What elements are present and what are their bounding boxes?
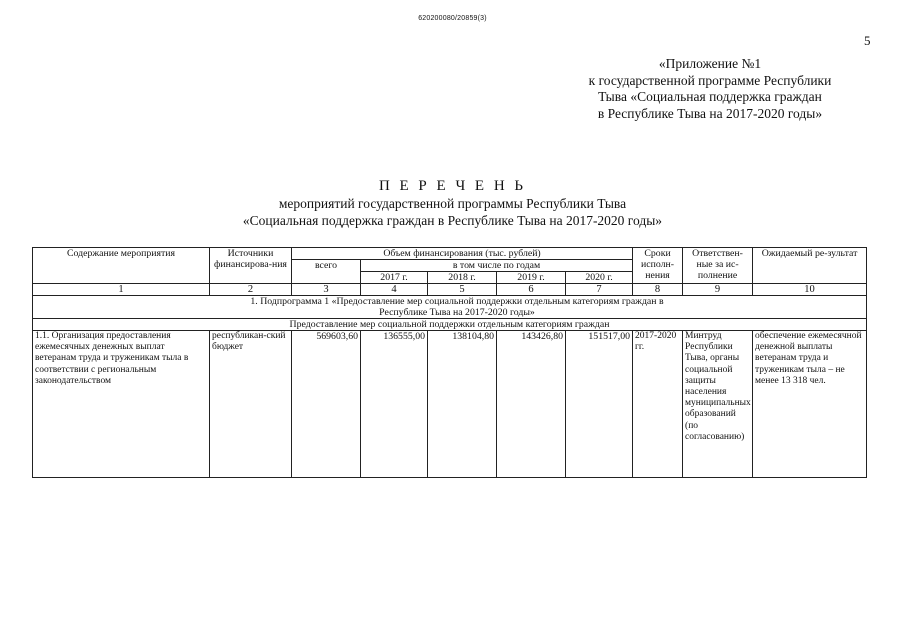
appendix-block — [560, 56, 860, 122]
row-terms: 2017-2020 гг. — [633, 331, 683, 478]
table-row — [33, 331, 867, 478]
header-responsible: Ответствен-ные за ис-полнение — [683, 248, 753, 284]
row-2018: 138104,80 — [428, 331, 497, 478]
column-number: 1 — [33, 284, 210, 296]
subprogram-row — [33, 296, 867, 319]
header-row-1 — [33, 248, 867, 260]
document-subtitle-2: «Социальная поддержка граждан в Республике Тыва на 2017-2020 годы» — [242, 213, 663, 228]
category-row — [33, 319, 867, 331]
header-2019: 2019 г. — [497, 272, 566, 284]
document-title: П Е Р Е Ч Е Н Ь — [378, 178, 527, 194]
subprogram-text: 1. Подпрограмма 1 «Предоставление мер социальной поддержки отдельным категориям граждан в Республике Тыва на 2017-2020 годы» — [250, 296, 664, 318]
appendix-line-3: Тыва «Социальная поддержка граждан — [598, 89, 822, 104]
row-source: республикан-ский бюджет — [210, 331, 292, 478]
header-content: Содержание мероприятия — [33, 248, 210, 284]
header-total: всего — [292, 260, 361, 284]
column-number-row — [33, 284, 867, 296]
header-2018: 2018 г. — [428, 272, 497, 284]
appendix-line-4: в Республике Тыва на 2017-2020 годы» — [597, 105, 823, 121]
category-title: Предоставление мер социальной поддержки отдельным категориям граждан — [33, 319, 867, 331]
row-content: 1.1. Организация предоставления ежемесячных денежных выплат ветеранам труда и труженикам тыла в соответствии с региональным законодательством — [33, 331, 210, 478]
header-2020: 2020 г. — [566, 272, 633, 284]
column-number: 9 — [683, 284, 753, 296]
header-by-years: в том числе по годам — [361, 260, 633, 272]
document-id: 620200080/20859(3) — [418, 15, 487, 22]
document-subtitle-1: мероприятий государственной программы Республики Тыва — [278, 196, 627, 211]
row-result: обеспечение ежемесячной денежной выплаты ветеранам труда и труженикам тыла – не менее 13 318 чел. — [753, 331, 867, 478]
header-result: Ожидаемый ре-зультат — [753, 248, 867, 284]
column-number: 10 — [753, 284, 867, 296]
column-number: 3 — [292, 284, 361, 296]
column-number: 8 — [633, 284, 683, 296]
measures-table — [32, 247, 867, 478]
column-number: 6 — [497, 284, 566, 296]
row-2017: 136555,00 — [361, 331, 428, 478]
row-total: 569603,60 — [292, 331, 361, 478]
header-financing: Объем финансирования (тыс. рублей) — [292, 248, 633, 260]
row-responsible: Минтруд Республики Тыва, органы социальной защиты населения муниципальных образований (по согласованию) — [683, 331, 753, 478]
header-2017: 2017 г. — [361, 272, 428, 284]
column-number: 4 — [361, 284, 428, 296]
subprogram-title — [33, 296, 867, 319]
header-terms: Сроки исполн-нения — [633, 248, 683, 284]
column-number: 2 — [210, 284, 292, 296]
appendix-line-2: к государственной программе Республики — [588, 72, 832, 88]
row-2019: 143426,80 — [497, 331, 566, 478]
row-2020: 151517,00 — [566, 331, 633, 478]
page-number: 5 — [864, 33, 871, 48]
column-number: 5 — [428, 284, 497, 296]
column-number: 7 — [566, 284, 633, 296]
header-sources: Источники финансирова-ния — [210, 248, 292, 284]
appendix-line-1: «Приложение №1 — [658, 56, 762, 71]
